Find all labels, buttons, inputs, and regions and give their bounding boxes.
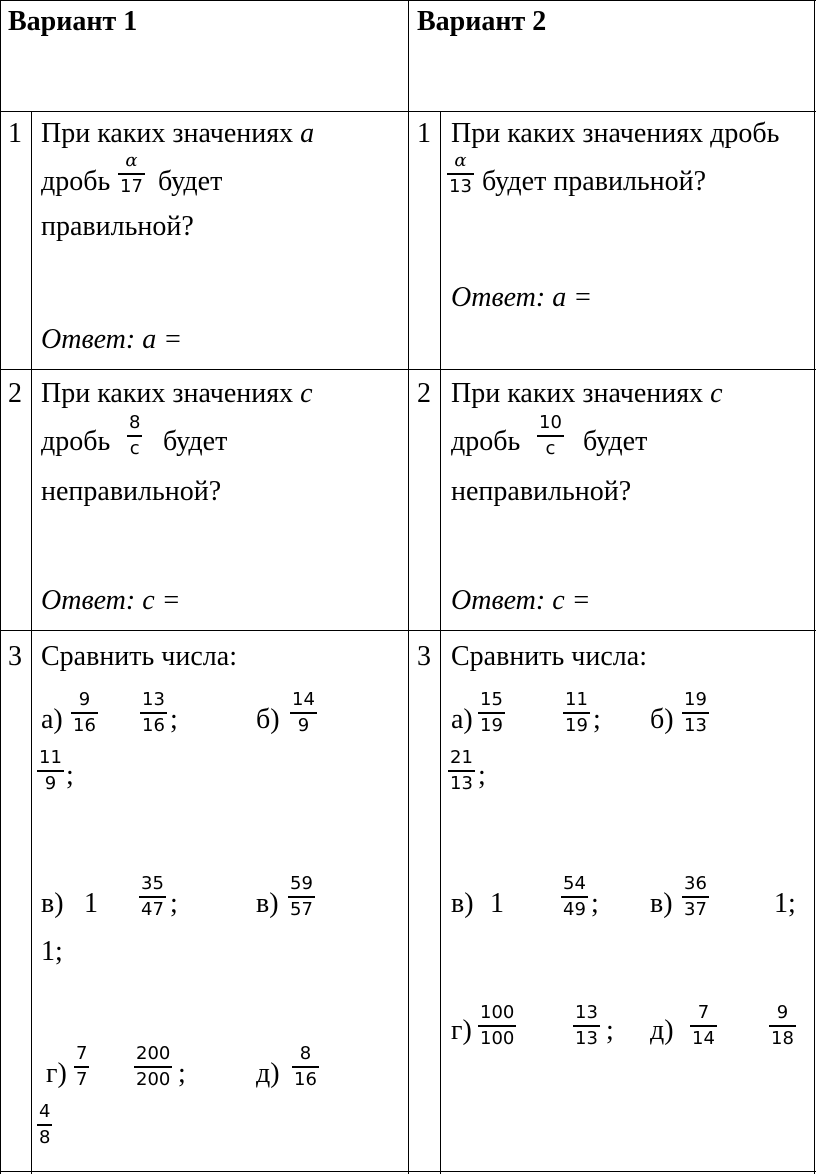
row3-v1-d-fraction-1: 8 16 [294, 1043, 317, 1090]
row2-v2-question-word-drob: дробь [451, 426, 521, 457]
row3-v2-v-fraction: 54 49 [563, 873, 586, 920]
row3-v1-d-fraction-2: 4 8 [39, 1101, 51, 1148]
row2-v2-answer: Ответ: с = [451, 585, 591, 616]
row2-v2-question-word-budet: будет [583, 426, 648, 457]
row3-v1-a-fraction-2: 13 16 [142, 689, 165, 736]
row2-v2-question-line1: При каких значениях c [451, 378, 723, 409]
row3-v2-d-fraction-2: 9 18 [771, 1002, 794, 1049]
row3-v2-v-one: 1 [490, 888, 504, 919]
row-divider-1 [0, 111, 816, 112]
header-variant-1: Вариант 1 [8, 6, 138, 37]
row3-v2-g-semicolon: ; [606, 1015, 614, 1046]
row3-v2-v2-fraction: 36 37 [684, 873, 707, 920]
row1-v1-question-word-drob: дробь [41, 166, 111, 197]
row3-v2-d-fraction-1: 7 14 [692, 1002, 715, 1049]
row3-v1-g-label: г) [46, 1058, 67, 1089]
row2-v2-question-line3: неправильной? [451, 476, 632, 507]
row3-number-v1: 3 [8, 641, 22, 672]
header-variant-2: Вариант 2 [417, 6, 547, 37]
row3-v2-v-label: в) [451, 888, 474, 919]
row3-v1-v2-label: в) [256, 888, 279, 919]
row3-v1-v-one: 1 [84, 888, 98, 919]
table-border-left [0, 0, 1, 1174]
row1-v1-question-line3: правильной? [41, 211, 194, 242]
row1-number-v1: 1 [8, 118, 22, 149]
row3-v2-a-semicolon: ; [593, 704, 601, 735]
row3-v2-v-semicolon: ; [591, 888, 599, 919]
row1-v2-fraction: 𝛼 13 [449, 150, 472, 197]
row2-number-v2: 2 [417, 378, 431, 409]
row-divider-2 [0, 369, 816, 370]
row3-v1-b-label: б) [256, 704, 280, 735]
row3-v1-v-label: в) [41, 888, 64, 919]
row3-v1-v-semicolon: ; [170, 888, 178, 919]
row3-v2-title: Сравнить числа: [451, 641, 647, 672]
row3-v1-b-semicolon: ; [66, 760, 74, 791]
row2-number-v1: 2 [8, 378, 22, 409]
row3-v1-b-fraction-2: 11 9 [39, 747, 62, 794]
row3-v1-g-fraction-1: 7 7 [76, 1043, 88, 1090]
row3-v2-b-fraction-2: 21 13 [450, 747, 473, 794]
row3-v2-a-fraction-1: 15 19 [480, 689, 503, 736]
row3-v1-g-fraction-2: 200 200 [136, 1043, 171, 1090]
row3-v2-d-label: д) [650, 1015, 674, 1046]
row3-v1-v-fraction: 35 47 [141, 873, 164, 920]
row3-v1-d-label: д) [256, 1058, 280, 1089]
row1-v2-answer: Ответ: а = [451, 282, 593, 313]
row3-v1-g-semicolon: ; [178, 1058, 186, 1089]
row3-v1-a-label: а) [41, 704, 63, 735]
row3-v2-b-semicolon: ; [478, 760, 486, 791]
row2-v1-fraction: 8 c [129, 412, 141, 459]
row2-v1-question-line3: неправильной? [41, 476, 222, 507]
row-divider-3 [0, 630, 816, 631]
row3-v2-v2-label: в) [650, 888, 673, 919]
row1-number-v2: 1 [417, 118, 431, 149]
row2-v1-question-word-drob: дробь [41, 426, 111, 457]
column-divider-num-right [440, 111, 441, 1174]
row1-v1-answer: Ответ: а = [41, 324, 183, 355]
row3-v2-g-label: г) [451, 1015, 472, 1046]
row3-v1-title: Сравнить числа: [41, 641, 237, 672]
row3-v2-g-fraction-1: 100 100 [480, 1002, 515, 1049]
row3-v1-a-fraction-1: 9 16 [73, 689, 96, 736]
column-divider-middle [408, 0, 409, 1174]
row1-v2-question-line2: будет правильной? [482, 166, 707, 197]
row2-v2-fraction: 10 c [539, 412, 562, 459]
row3-number-v2: 3 [417, 641, 431, 672]
row3-v2-a-label: а) [451, 704, 473, 735]
row3-v1-a-semicolon: ; [170, 704, 178, 735]
row3-v1-v2-fraction: 59 57 [290, 873, 313, 920]
row3-v2-a-fraction-2: 11 19 [565, 689, 588, 736]
row3-v2-b-fraction-1: 19 13 [684, 689, 707, 736]
row3-v2-v2-tail: 1; [774, 888, 796, 919]
row2-v1-question-word-budet: будет [163, 426, 228, 457]
row1-v1-question-line1: При каких значениях a [41, 118, 315, 149]
row2-v1-answer: Ответ: с = [41, 585, 181, 616]
row1-v1-fraction: 𝛼 17 [120, 150, 143, 197]
row1-v2-question-line1: При каких значениях дробь [451, 118, 780, 149]
table-border-right [814, 0, 815, 1174]
row2-v1-question-line1: При каких значениях c [41, 378, 313, 409]
row3-v2-b-label: б) [650, 704, 674, 735]
column-divider-num-left [31, 111, 32, 1174]
row3-v1-b-fraction-1: 14 9 [292, 689, 315, 736]
row3-v1-v2-tail: 1; [41, 936, 63, 967]
row3-v2-g-fraction-2: 13 13 [575, 1002, 598, 1049]
row1-v1-question-word-budet: будет [158, 166, 223, 197]
